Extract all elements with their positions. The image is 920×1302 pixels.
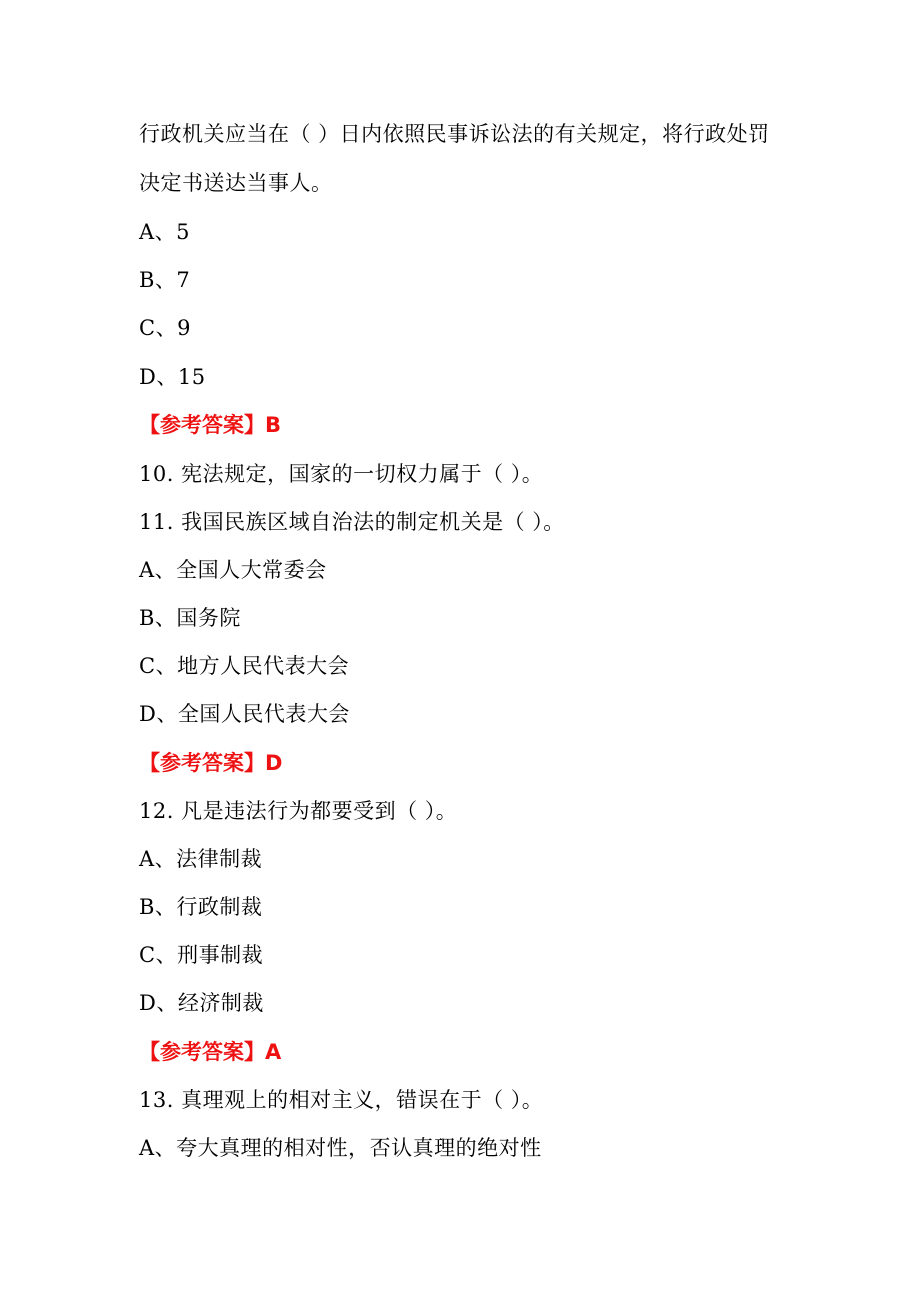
question-11-option-a: A、全国人大常委会 [139,558,327,582]
question-9-option-d: D、15 [139,365,206,389]
question-11-stem: 11. 我国民族区域自治法的制定机关是（ ）。 [139,510,565,534]
question-11-option-c: C、地方人民代表大会 [139,654,350,678]
question-12-option-c: C、刑事制裁 [139,943,264,967]
question-12-option-a: A、法律制裁 [139,847,263,871]
question-12-answer: 【参考答案】A [139,1040,282,1064]
question-12-option-b: B、行政制裁 [139,895,263,919]
question-9-option-c: C、9 [139,316,191,340]
question-13-stem: 13. 真理观上的相对主义，错误在于（ ）。 [139,1088,544,1112]
question-13-option-a: A、夸大真理的相对性，否认真理的绝对性 [139,1136,542,1160]
question-9-stem-line-2: 决定书送达当事人。 [139,171,333,195]
question-12-stem: 12. 凡是违法行为都要受到（ ）。 [139,799,458,823]
question-10-stem: 10. 宪法规定，国家的一切权力属于（ ）。 [139,462,544,486]
question-9-option-b: B、7 [139,268,191,292]
question-12-option-d: D、经济制裁 [139,991,264,1015]
question-11-option-d: D、全国人民代表大会 [139,702,350,726]
question-9-option-a: A、5 [139,220,191,244]
question-11-answer: 【参考答案】D [139,751,283,775]
question-9-stem-line-1: 行政机关应当在（ ）日内依照民事诉讼法的有关规定，将行政处罚 [139,122,770,146]
question-9-answer: 【参考答案】B [139,413,282,437]
question-11-option-b: B、国务院 [139,606,241,630]
